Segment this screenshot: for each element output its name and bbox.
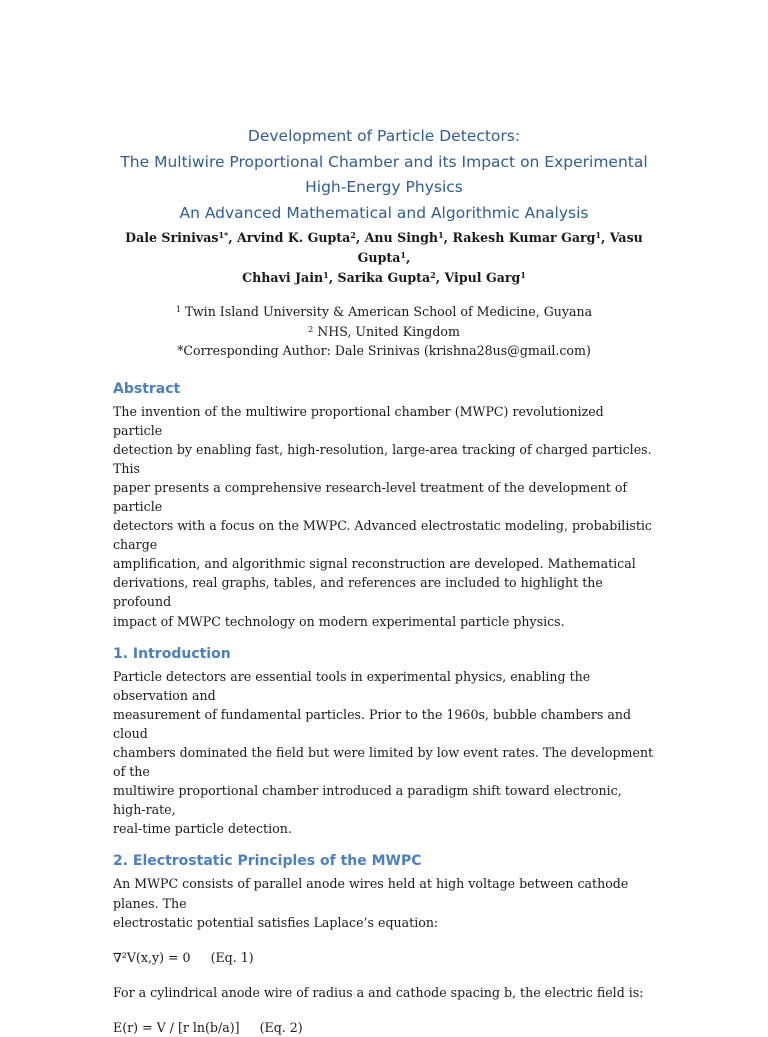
abstract-line: detectors with a focus on the MWPC. Advanced electrostatic modeling, probabilistic charge bbox=[113, 518, 652, 553]
title-line-1: Development of Particle Detectors: bbox=[247, 127, 521, 145]
introduction-line: multiwire proportional chamber introduced a paradigm shift toward electronic, high-rate, bbox=[113, 783, 622, 818]
section2-heading: 2. Electrostatic Principles of the MWPC bbox=[113, 853, 422, 870]
affiliation-text: Twin Island University & American School of Medicine, Guyana bbox=[184, 304, 593, 319]
section2-line: An MWPC consists of parallel anode wires held at high voltage between cathode planes. The bbox=[113, 876, 629, 911]
author-name: Rakesh Kumar Garg bbox=[452, 230, 596, 245]
affiliation-text: NHS, United Kingdom bbox=[317, 323, 460, 339]
introduction-line: Particle detectors are essential tools in experimental physics, enabling the observation and bbox=[113, 668, 591, 703]
affiliation-mark: 1 bbox=[175, 305, 181, 314]
equation-1: ∇²V(x,y) = 0 (Eq. 1) bbox=[113, 949, 254, 965]
author-name: Sarika Gupta bbox=[337, 270, 431, 285]
author-mark: 1* bbox=[218, 230, 229, 240]
abstract-heading: Abstract bbox=[113, 380, 181, 397]
title-line-3: High-Energy Physics bbox=[305, 178, 463, 196]
author-name: Chhavi Jain bbox=[242, 270, 324, 285]
title-line-2: The Multiwire Proportional Chamber and its Impact on Experimental bbox=[120, 152, 648, 171]
corresponding-author: *Corresponding Author: Dale Srinivas (krishna28us@gmail.com) bbox=[177, 343, 591, 358]
author-mark: 1 bbox=[438, 230, 444, 240]
author-mark: 1 bbox=[520, 270, 526, 280]
abstract-line: The invention of the multiwire proportional chamber (MWPC) revolutionized particle bbox=[113, 403, 604, 438]
affiliation-mark: 2 bbox=[308, 324, 314, 334]
author-mark: 2 bbox=[350, 230, 356, 240]
author-name: Vipul Garg bbox=[444, 270, 521, 285]
author-mark: 2 bbox=[430, 270, 436, 280]
author-line-2: Chhavi Jain$^1$, Sarika Gupta$^2$, Vipul Garg$^1$ bbox=[242, 270, 526, 285]
author-mark: 1 bbox=[595, 230, 602, 240]
section2-middle-text: For a cylindrical anode wire of radius a and cathode spacing b, the electric field is: bbox=[113, 984, 644, 1000]
affiliations bbox=[113, 302, 655, 361]
author-line-1: Dale Srinivas$^{1*}$, Arvind K. Gupta$^2$, Anu Singh$^1$, Rakesh Kumar Garg$^1$, Vasu Gupta$^1$, bbox=[125, 230, 643, 265]
abstract-line: impact of MWPC technology on modern experimental particle physics. bbox=[113, 613, 565, 629]
title-line-4: An Advanced Mathematical and Algorithmic Analysis bbox=[179, 203, 589, 222]
author-name: Dale Srinivas bbox=[125, 230, 219, 245]
abstract-line: detection by enabling fast, high-resolution, large-area tracking of charged particles. This bbox=[113, 441, 652, 476]
affiliation-1 bbox=[113, 302, 655, 322]
introduction-heading: 1. Introduction bbox=[113, 645, 231, 662]
abstract-line: derivations, real graphs, tables, and references are included to highlight the profound bbox=[113, 575, 603, 610]
introduction-line: real-time particle detection. bbox=[113, 821, 292, 837]
title-block bbox=[113, 0, 655, 226]
author-mark: 1 bbox=[323, 270, 329, 280]
abstract-body bbox=[113, 402, 655, 631]
author-name: Vasu Gupta bbox=[357, 230, 643, 265]
author-list bbox=[113, 228, 655, 288]
introduction-line: measurement of fundamental particles. Prior to the 1960s, bubble chambers and cloud bbox=[113, 706, 632, 741]
abstract-line: paper presents a comprehensive research-level treatment of the development of particle bbox=[113, 479, 628, 514]
introduction-line: chambers dominated the field but were limited by low event rates. The development of the bbox=[113, 745, 654, 780]
section2-line: electrostatic potential satisfies Laplace’s equation: bbox=[113, 914, 439, 930]
introduction-body bbox=[113, 667, 655, 839]
affiliation-2 bbox=[113, 322, 655, 342]
author-name: Arvind K. Gupta bbox=[237, 230, 351, 245]
abstract-line: amplification, and algorithmic signal reconstruction are developed. Mathematical bbox=[113, 556, 636, 572]
author-name: Anu Singh bbox=[364, 230, 439, 245]
section2-body bbox=[113, 874, 655, 931]
author-mark: 1 bbox=[400, 250, 406, 260]
equation-2: E(r) = V / [r ln(b/a)] (Eq. 2) bbox=[113, 1019, 303, 1035]
